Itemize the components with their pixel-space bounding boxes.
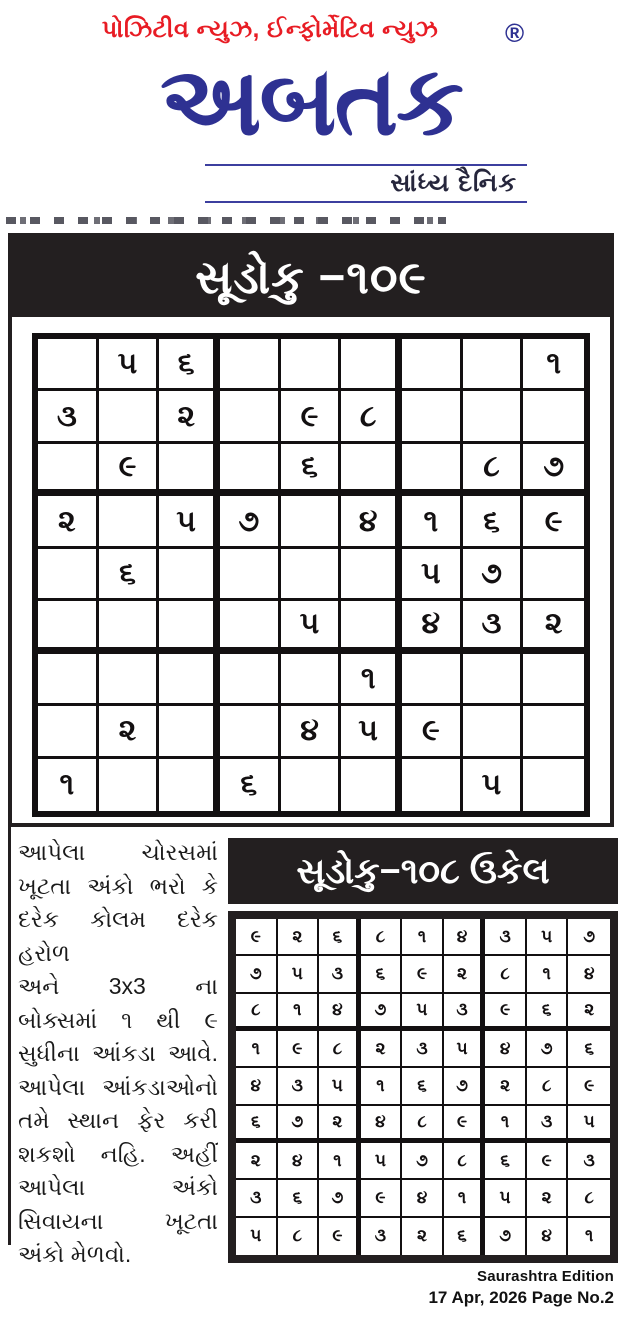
sudoku-cell: ૫ (485, 1180, 527, 1217)
sudoku-cell (159, 601, 220, 653)
sudoku-cell (38, 654, 99, 706)
sudoku-cell (99, 654, 160, 706)
sudoku-cell: ૪ (236, 1068, 278, 1105)
sudoku-cell (341, 444, 402, 496)
sudoku-cell (341, 339, 402, 391)
sudoku-cell (159, 654, 220, 706)
sudoku-cell (38, 601, 99, 653)
sudoku-cell (99, 391, 160, 443)
sudoku-cell: ૮ (236, 994, 278, 1031)
sudoku-cell (220, 706, 281, 758)
instruction-line: સિવાયના ખૂટતા (18, 1207, 218, 1234)
sudoku-cell (463, 706, 524, 758)
sudoku-cell (220, 339, 281, 391)
sudoku-cell: ૨ (361, 1031, 403, 1068)
sudoku-cell: ૯ (278, 1031, 320, 1068)
sudoku-cell: ૯ (319, 1218, 361, 1255)
sudoku-cell: ૮ (341, 391, 402, 443)
sudoku-cell (281, 654, 342, 706)
sudoku-cell: ૨ (278, 919, 320, 956)
sudoku-cell: ૬ (220, 759, 281, 811)
sudoku-cell (402, 759, 463, 811)
sudoku-cell: ૯ (236, 919, 278, 956)
date-and-page-number: 17 Apr, 2026 Page No.2 (428, 1288, 614, 1307)
sudoku-cell: ૨ (236, 1143, 278, 1180)
sudoku-cell: ૬ (361, 956, 403, 993)
sudoku-cell: ૯ (402, 956, 444, 993)
instruction-line: અને 3x3 ના (18, 973, 218, 999)
edition-label: Saurashtra Edition (477, 1268, 614, 1285)
sudoku-cell: ૮ (402, 1106, 444, 1143)
sudoku-cell: ૪ (485, 1031, 527, 1068)
sudoku-cell: ૩ (485, 919, 527, 956)
sudoku-cell: ૫ (341, 706, 402, 758)
sudoku-cell: ૩ (527, 1106, 569, 1143)
sudoku-cell (463, 339, 524, 391)
sudoku-cell: ૫ (281, 601, 342, 653)
sudoku-cell: ૮ (568, 1180, 610, 1217)
sudoku-cell (523, 654, 584, 706)
sudoku-cell: ૭ (444, 1068, 486, 1105)
sudoku-cell: ૮ (463, 444, 524, 496)
sudoku-cell (220, 549, 281, 601)
sudoku-cell (38, 706, 99, 758)
sudoku-cell: ૪ (402, 601, 463, 653)
sudoku-puzzle-box (8, 233, 614, 827)
instruction-line: અંકો મેળવો. (18, 1241, 132, 1267)
masthead-subtitle-block (205, 164, 527, 203)
sudoku-cell (99, 759, 160, 811)
sudoku-cell (159, 706, 220, 758)
instruction-line: આપેલા આંકડાઓનો (18, 1073, 218, 1100)
sudoku-cell: ૨ (38, 496, 99, 548)
instruction-line: તમે સ્થાન ફેર કરી (18, 1107, 218, 1133)
page-footer (314, 1268, 614, 1308)
instruction-line: દરેક કોલમ દરેક હરોળ (18, 906, 218, 966)
sudoku-cell: ૧ (278, 994, 320, 1031)
sudoku-puzzle-title: સૂડોકુ −૧૦૯ (12, 237, 610, 317)
sudoku-cell: ૨ (319, 1106, 361, 1143)
sudoku-cell: ૧ (361, 1068, 403, 1105)
sudoku-cell: ૩ (278, 1068, 320, 1105)
sudoku-cell: ૧ (444, 1180, 486, 1217)
sudoku-cell: ૬ (278, 1180, 320, 1217)
sudoku-cell: ૩ (463, 601, 524, 653)
sudoku-cell (281, 549, 342, 601)
sudoku-puzzle-grid (32, 333, 590, 817)
sudoku-cell: ૯ (281, 391, 342, 443)
cut-off-text-strip (6, 217, 446, 224)
sudoku-cell: ૯ (444, 1106, 486, 1143)
sudoku-cell: ૨ (568, 994, 610, 1031)
sudoku-cell: ૯ (361, 1180, 403, 1217)
sudoku-cell (99, 601, 160, 653)
sudoku-cell: ૬ (485, 1143, 527, 1180)
sudoku-cell: ૮ (319, 1031, 361, 1068)
sudoku-cell: ૧ (319, 1143, 361, 1180)
sudoku-cell: ૮ (444, 1143, 486, 1180)
sudoku-cell: ૧ (527, 956, 569, 993)
sudoku-cell: ૭ (485, 1218, 527, 1255)
sudoku-cell (523, 706, 584, 758)
sudoku-cell: ૫ (527, 919, 569, 956)
sudoku-cell (159, 549, 220, 601)
sudoku-cell: ૮ (361, 919, 403, 956)
sudoku-cell (159, 444, 220, 496)
sudoku-instructions (18, 836, 218, 1272)
sudoku-cell: ૭ (278, 1106, 320, 1143)
sudoku-cell: ૩ (402, 1031, 444, 1068)
sudoku-cell (341, 759, 402, 811)
sudoku-cell: ૪ (402, 1180, 444, 1217)
sudoku-cell (402, 444, 463, 496)
sudoku-cell: ૫ (444, 1031, 486, 1068)
sudoku-cell: ૪ (319, 994, 361, 1031)
sudoku-cell: ૭ (568, 919, 610, 956)
sudoku-cell: ૬ (463, 496, 524, 548)
sudoku-cell: ૪ (341, 496, 402, 548)
sudoku-cell: ૨ (485, 1068, 527, 1105)
sudoku-cell (99, 496, 160, 548)
sudoku-cell: ૨ (159, 391, 220, 443)
sudoku-cell (281, 759, 342, 811)
sudoku-cell: ૨ (99, 706, 160, 758)
registered-trademark-icon: ® (505, 18, 525, 48)
sudoku-solution-frame (228, 911, 618, 1263)
sudoku-cell: ૯ (99, 444, 160, 496)
sudoku-cell: ૫ (361, 1143, 403, 1180)
sudoku-cell (523, 391, 584, 443)
sudoku-cell: ૬ (402, 1068, 444, 1105)
sudoku-cell: ૯ (485, 994, 527, 1031)
sudoku-cell: ૧ (523, 339, 584, 391)
sudoku-cell (281, 339, 342, 391)
sudoku-cell: ૭ (319, 1180, 361, 1217)
sudoku-cell (402, 391, 463, 443)
sudoku-solution-panel (228, 838, 618, 1263)
sudoku-cell: ૫ (402, 549, 463, 601)
sudoku-cell: ૭ (220, 496, 281, 548)
sudoku-solution-grid (236, 919, 610, 1255)
sudoku-cell: ૯ (527, 1143, 569, 1180)
sudoku-cell (463, 654, 524, 706)
sudoku-cell: ૬ (159, 339, 220, 391)
sudoku-cell: ૬ (527, 994, 569, 1031)
sudoku-cell: ૫ (99, 339, 160, 391)
sudoku-cell: ૨ (523, 601, 584, 653)
sudoku-cell: ૩ (38, 391, 99, 443)
sudoku-cell: ૭ (463, 549, 524, 601)
sudoku-cell: ૫ (159, 496, 220, 548)
sudoku-cell (341, 549, 402, 601)
sudoku-cell (523, 549, 584, 601)
sudoku-cell: ૬ (236, 1106, 278, 1143)
sudoku-cell: ૩ (361, 1218, 403, 1255)
sudoku-cell: ૩ (236, 1180, 278, 1217)
sudoku-cell: ૪ (444, 919, 486, 956)
sudoku-cell: ૯ (568, 1068, 610, 1105)
sudoku-cell: ૪ (568, 956, 610, 993)
sudoku-cell (38, 339, 99, 391)
sudoku-cell (220, 391, 281, 443)
subtitle-bottom-rule (205, 201, 527, 203)
left-column-rule (8, 827, 11, 1245)
sudoku-cell: ૧ (402, 496, 463, 548)
sudoku-cell: ૬ (568, 1031, 610, 1068)
sudoku-cell: ૮ (278, 1218, 320, 1255)
sudoku-cell: ૯ (523, 496, 584, 548)
sudoku-cell: ૪ (281, 706, 342, 758)
instruction-line: શકશો નહિ. અહીં (18, 1140, 218, 1167)
instruction-line: આપેલા ચોરસમાં (18, 839, 218, 865)
sudoku-cell (38, 549, 99, 601)
sudoku-cell: ૨ (527, 1180, 569, 1217)
sudoku-cell (402, 654, 463, 706)
sudoku-cell: ૩ (319, 956, 361, 993)
sudoku-solution-title: સૂડોકુ−૧૦૮ ઉકેલ (228, 838, 618, 904)
sudoku-cell: ૩ (568, 1143, 610, 1180)
sudoku-cell: ૨ (402, 1218, 444, 1255)
sudoku-cell: ૧ (341, 654, 402, 706)
sudoku-cell: ૫ (402, 994, 444, 1031)
sudoku-cell: ૭ (361, 994, 403, 1031)
sudoku-cell: ૪ (361, 1106, 403, 1143)
sudoku-cell (220, 654, 281, 706)
sudoku-cell: ૮ (527, 1068, 569, 1105)
masthead-subtitle: સાંધ્ય દૈનિક (390, 169, 517, 197)
sudoku-cell: ૫ (278, 956, 320, 993)
instruction-line: સુધીના આંકડા આવે. (18, 1040, 218, 1066)
sudoku-cell: ૬ (319, 919, 361, 956)
sudoku-cell: ૮ (485, 956, 527, 993)
sudoku-cell (159, 759, 220, 811)
sudoku-cell: ૫ (236, 1218, 278, 1255)
sudoku-cell: ૭ (523, 444, 584, 496)
sudoku-cell (341, 601, 402, 653)
sudoku-cell: ૬ (444, 1218, 486, 1255)
sudoku-cell: ૧ (585, 1226, 594, 1247)
sudoku-cell: ૩ (444, 994, 486, 1031)
sudoku-cell (463, 391, 524, 443)
sudoku-cell (402, 339, 463, 391)
newspaper-logo: અબતક (160, 48, 462, 155)
sudoku-cell: ૭ (236, 956, 278, 993)
sudoku-cell (220, 601, 281, 653)
sudoku-cell: ૧ (485, 1106, 527, 1143)
sudoku-cell: ૧ (236, 1031, 278, 1068)
sudoku-cell: ૧ (38, 759, 99, 811)
masthead-tagline: પોઝિટીવ ન્યુઝ, ઈન્ફોર્મેટિવ ન્યુઝ (101, 16, 439, 43)
sudoku-cell: ૫ (319, 1068, 361, 1105)
instruction-line: બોક્સમાં ૧ થી ૯ (18, 1006, 218, 1033)
sudoku-cell: ૪ (527, 1218, 569, 1255)
sudoku-cell: ૨ (444, 956, 486, 993)
sudoku-cell: ૭ (527, 1031, 569, 1068)
sudoku-cell: ૪ (278, 1143, 320, 1180)
sudoku-cell: ૭ (402, 1143, 444, 1180)
sudoku-cell: ૬ (99, 549, 160, 601)
sudoku-cell: ૧ (402, 919, 444, 956)
instruction-line: આપેલા અંકો (18, 1174, 218, 1200)
sudoku-cell: ૬ (281, 444, 342, 496)
instruction-line: ખૂટતા અંકો ભરો કે (18, 872, 218, 899)
sudoku-cell: ૯ (402, 706, 463, 758)
sudoku-cell (523, 759, 584, 811)
sudoku-cell (220, 444, 281, 496)
sudoku-cell: ૫ (568, 1106, 610, 1143)
sudoku-cell (281, 496, 342, 548)
sudoku-cell: ૫ (463, 759, 524, 811)
sudoku-cell (38, 444, 99, 496)
